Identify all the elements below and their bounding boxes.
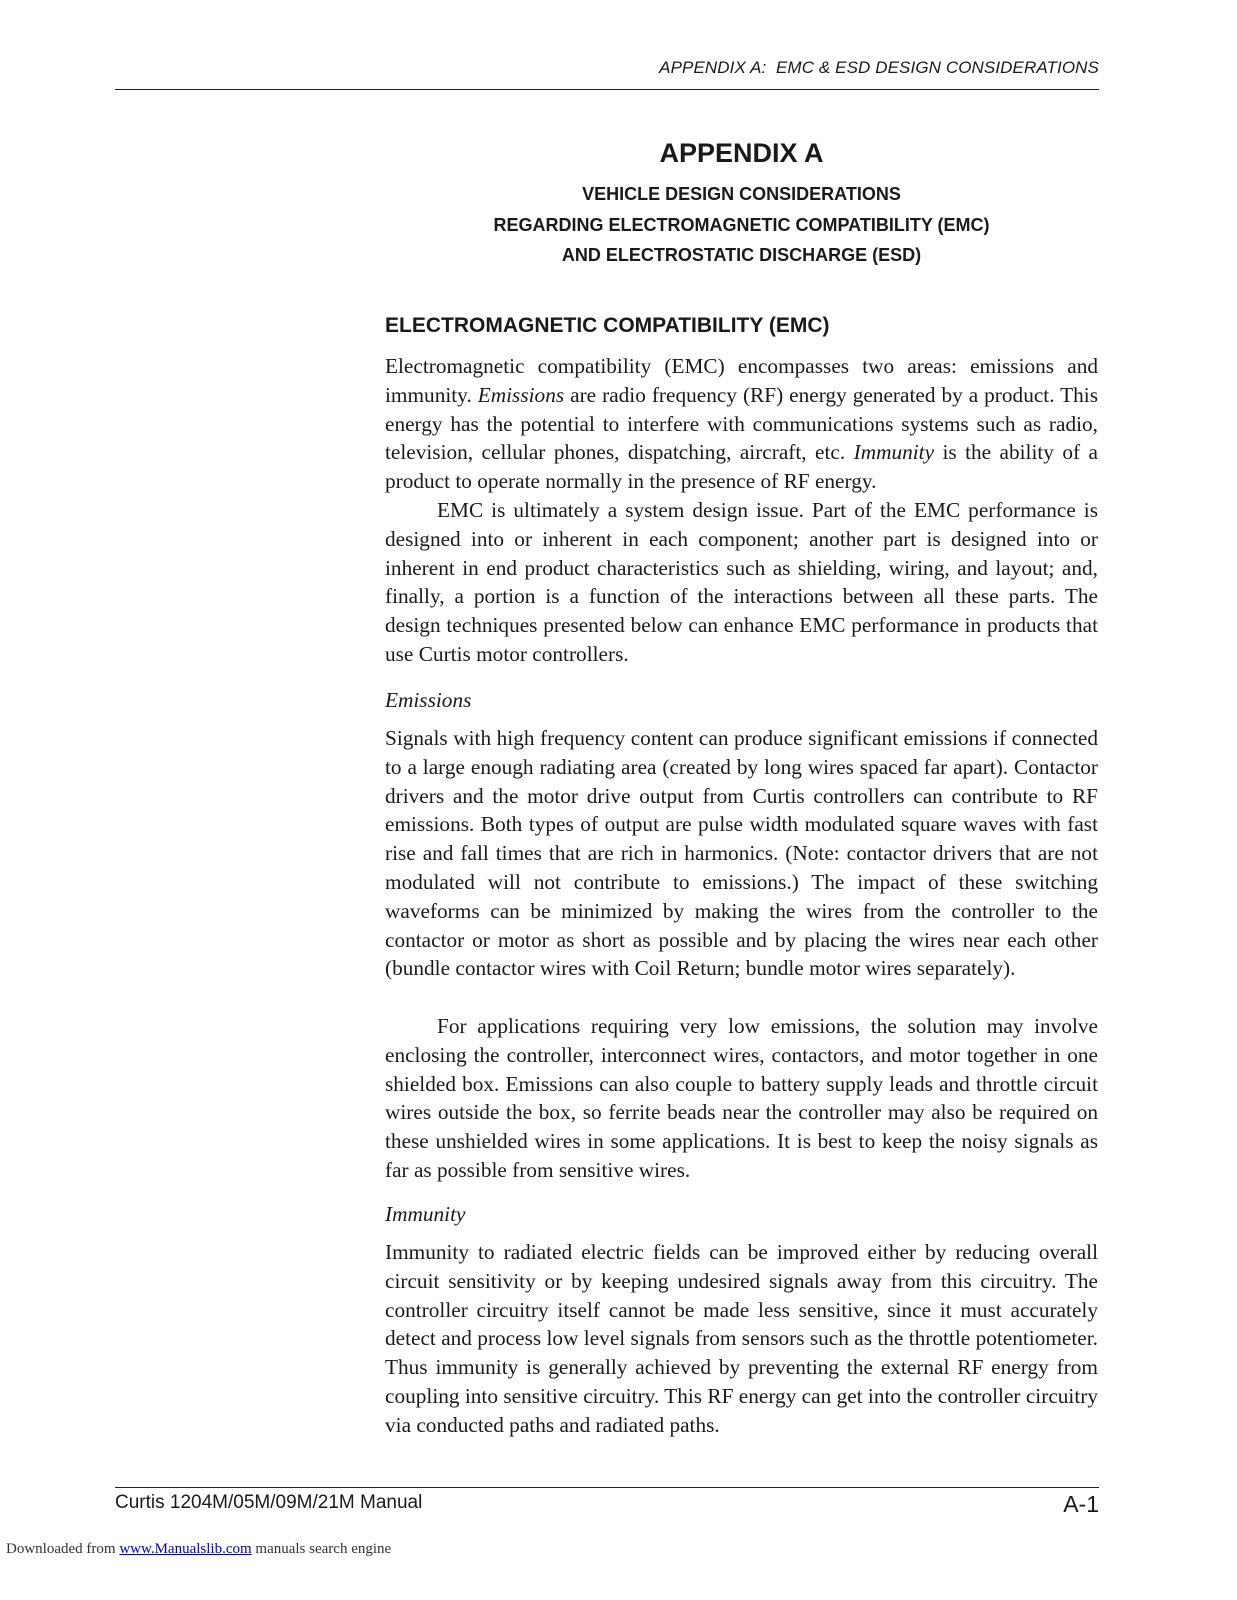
subtitle-line: AND ELECTROSTATIC DISCHARGE (ESD) [561,245,922,265]
immunity-paragraph: Immunity to radiated electric fields can be improved either by reducing overall circuit sensitivity or by keeping undesired signals away from this circuitry. The controller circuitry itself cannot be made less sensitive, since it must accurately detect and process low level signals from sensors such as the throttle potentiometer. Thus immunity is generally achieved by preventing the external RF energy from coupling into sensitive circuitry. This RF energy can get into the controller circuitry via conducted paths and radiated paths. [385,1240,1098,1437]
download-note [6,1541,391,1558]
emc-intro-paragraph [385,352,1098,496]
appendix-title: APPENDIX A [659,138,824,168]
download-prefix: Downloaded from [6,1541,120,1557]
text-run: Electromagnetic compatibility (EMC) encompasses two areas: emissions and immunity. [385,354,1098,407]
download-suffix: manuals search engine [251,1541,392,1557]
footer-manual-title: Curtis 1204M/05M/09M/21M Manual [115,1492,423,1513]
subtitle-line: REGARDING ELECTROMAGNETIC COMPATIBILITY (EMC) [493,215,990,235]
immunity-subheading: Immunity [385,1202,466,1226]
footer-rule [115,1487,1099,1488]
emissions-paragraph-2: For applications requiring very low emissions, the solution may involve enclosing the controller, interconnect wires, contactors, and motor together in one shielded box. Emissions can also couple to battery supply leads and throttle circuit wires outside the box, so ferrite beads near the controller may also be required on these unshielded wires in some applications. It is best to keep the noisy signals as far as possible from sensitive wires. [385,1014,1098,1182]
subtitle-line: VEHICLE DESIGN CONSIDERATIONS [582,184,901,204]
emphasis-emissions: Emissions [477,382,565,407]
running-header: APPENDIX A: EMC & ESD DESIGN CONSIDERATIONS [659,58,1099,77]
text-run: is the ability of a product to operate normally in the presence of RF energy. [385,440,1098,494]
emc-system-paragraph: EMC is ultimately a system design issue. Part of the EMC performance is designed into or inherent in each component; another part is designed into or inherent in end product characteristics such as shielding, wiring, and layout; and, finally, a portion is a function of the interactions between all these parts. The design techniques presented below can enhance EMC performance in products that use Curtis motor controllers. [385,498,1098,666]
manualslib-link[interactable]: www.Manualslib.com [119,1541,252,1557]
emphasis-immunity: Immunity [853,440,935,465]
emissions-paragraph-1: Signals with high frequency content can produce significant emissions if connected to a large enough radiating area (created by long wires spaced far apart). Contactor drivers and the motor drive output from Curtis controllers can contribute to RF emissions. Both types of output are pulse width modulated square waves with fast rise and fall times that are rich in harmonics. (Note: contactor drivers that are not modulated will not contribute to emissions.) The impact of these switching waveforms can be minimized by making the wires from the controller to the contactor or motor as short as possible and by placing the wires near each other (bundle contactor wires with Coil Return; bundle motor wires separately). [385,726,1098,981]
page-number: A-1 [1063,1491,1099,1517]
text-run: are radio frequency (RF) energy generated by a product. This energy has the potential to interfere with communications systems such as radio, television, cellular phones, dispatching, aircraft, etc. [385,382,1098,465]
header-rule [115,89,1099,90]
emissions-subheading: Emissions [385,688,472,712]
section-heading: ELECTROMAGNETIC COMPATIBILITY (EMC) [385,314,830,337]
